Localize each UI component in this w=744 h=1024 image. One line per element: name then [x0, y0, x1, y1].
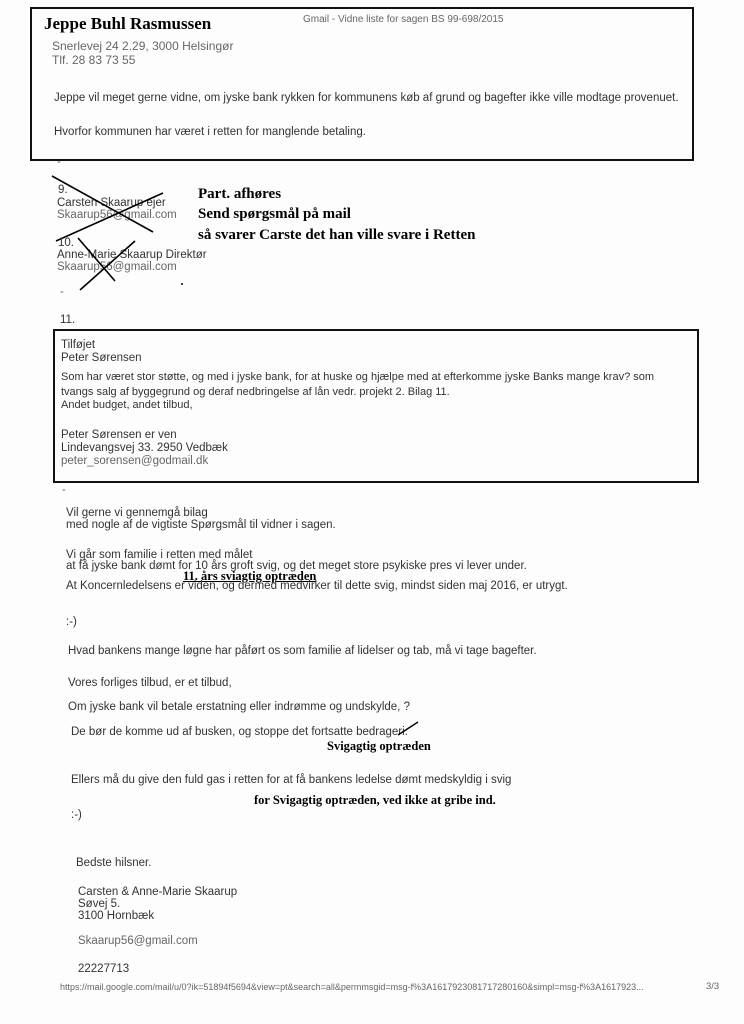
- annotation-for-fraudulent-conduct: for Svigagtig optræden, ved ikke at gribe ind.: [254, 793, 496, 807]
- witness-name-heading: Jeppe Buhl Rasmussen: [44, 14, 212, 33]
- witness-11-email: peter_sorensen@godmail.dk: [61, 455, 209, 467]
- body-paragraph-3: At Koncernledelsens er viden, og dermed medvirker til dette svig, mindst siden maj 2016, er utrygt.: [66, 580, 568, 592]
- witness-9-number: 9.: [58, 184, 68, 196]
- witness-10-name: Anne-Marie Skaarup Direktør: [57, 249, 207, 261]
- gmail-title: Gmail - Vidne liste for sagen BS 99-698/2015: [303, 14, 504, 25]
- sender-email: Skaarup56@gmail.com: [78, 935, 198, 947]
- sender-street: Søvej 5.: [78, 898, 121, 910]
- smiley-2: :-): [71, 809, 82, 821]
- sender-names: Carsten & Anne-Marie Skaarup: [78, 886, 238, 898]
- footer-url: https://mail.google.com/mail/u/0?ik=51894f5694&view=pt&search=all&permmsgid=msg-f%3A1617923081717280160&simpl=msg-f%3A1617923...: [60, 982, 644, 992]
- annotation-fraudulent-conduct: Svigagtig optræden: [327, 739, 431, 753]
- body-paragraph-8: Ellers må du give den fuld gas i retten for at få bankens ledelse dømt medskyldig i svig: [71, 774, 512, 786]
- witness-9-name: Carsten Skaarup ejer: [57, 197, 166, 209]
- witness-11-name: Peter Sørensen: [61, 352, 142, 364]
- separator-dash: -: [57, 156, 61, 168]
- annotation-answer: så svarer Carste det han ville svare i Retten: [198, 227, 476, 243]
- witness-10-number: 10.: [58, 237, 74, 249]
- body-paragraph-6: Om jyske bank vil betale erstatning eller indrømme og undskylde, ?: [68, 701, 410, 713]
- witness-11-friend: Peter Sørensen er ven: [61, 429, 177, 441]
- separator-dash-3: -: [62, 484, 66, 496]
- header-paragraph-1: Jeppe vil meget gerne vidne, om jyske bank rykken for kommunens køb af grund og bagefter ikke ville modtage provenuet.: [54, 92, 679, 104]
- body-paragraph-7: De bør de komme ud af busken, og stoppe det fortsatte bedrageri.: [71, 726, 408, 738]
- body-paragraph-1a: Vil gerne vi gennemgå bilag: [66, 507, 208, 519]
- body-paragraph-5: Vores forliges tilbud, er et tilbud,: [68, 677, 232, 689]
- witness-11-number: 11.: [60, 314, 76, 326]
- body-paragraph-2a: Vi går som familie i retten med målet: [66, 549, 253, 561]
- annotation-11-years: 11. års sviagtig optræden: [183, 569, 317, 583]
- witness-11-address: Lindevangsvej 33. 2950 Vedbæk: [61, 442, 228, 454]
- address-line: Snerlevej 24 2.29, 3000 Helsingør: [52, 39, 234, 53]
- body-paragraph-4: Hvad bankens mange løgne har påført os som familie af lidelser og tab, må vi tage bagefter.: [68, 645, 537, 657]
- witness-11-description-2: tvangs salg af byggegrund og deraf nedbringelse af lån vedr. projekt 2. Bilag 11.: [61, 386, 450, 398]
- witness-10-email: Skaarup56@gmail.com: [57, 261, 177, 273]
- sender-phone: 22227713: [78, 963, 130, 975]
- phone-line: Tlf. 28 83 73 55: [52, 53, 136, 67]
- sender-city: 3100 Hornbæk: [78, 910, 155, 922]
- page-number: 3/3: [706, 981, 720, 992]
- greeting: Bedste hilsner.: [76, 857, 152, 869]
- witness-9-email: Skaarup56@gmail.com: [57, 209, 177, 221]
- body-paragraph-2b: at få jyske bank dømt for 10 års groft svig, og det meget store psykiske pres vi lever under.: [66, 560, 527, 572]
- smiley-1: :-): [66, 616, 77, 628]
- annotation-send-questions: Send spørgsmål på mail: [198, 206, 351, 222]
- header-paragraph-2: Hvorfor kommunen har været i retten for manglende betaling.: [54, 126, 366, 138]
- body-paragraph-1b: med nogle af de vigtiste Spørgsmål til vidner i sagen.: [66, 519, 336, 531]
- witness-11-description-3: Andet budget, andet tilbud,: [61, 399, 193, 411]
- annotation-party-heard: Part. afhøres: [198, 186, 282, 202]
- witness-11-description-1: Som har været stor støtte, og med i jyske bank, for at huske og hjælpe med at efterkomme jyske Banks mange krav? som: [61, 371, 655, 383]
- added-label: Tilføjet: [61, 339, 96, 351]
- separator-dash-2: -: [60, 286, 64, 298]
